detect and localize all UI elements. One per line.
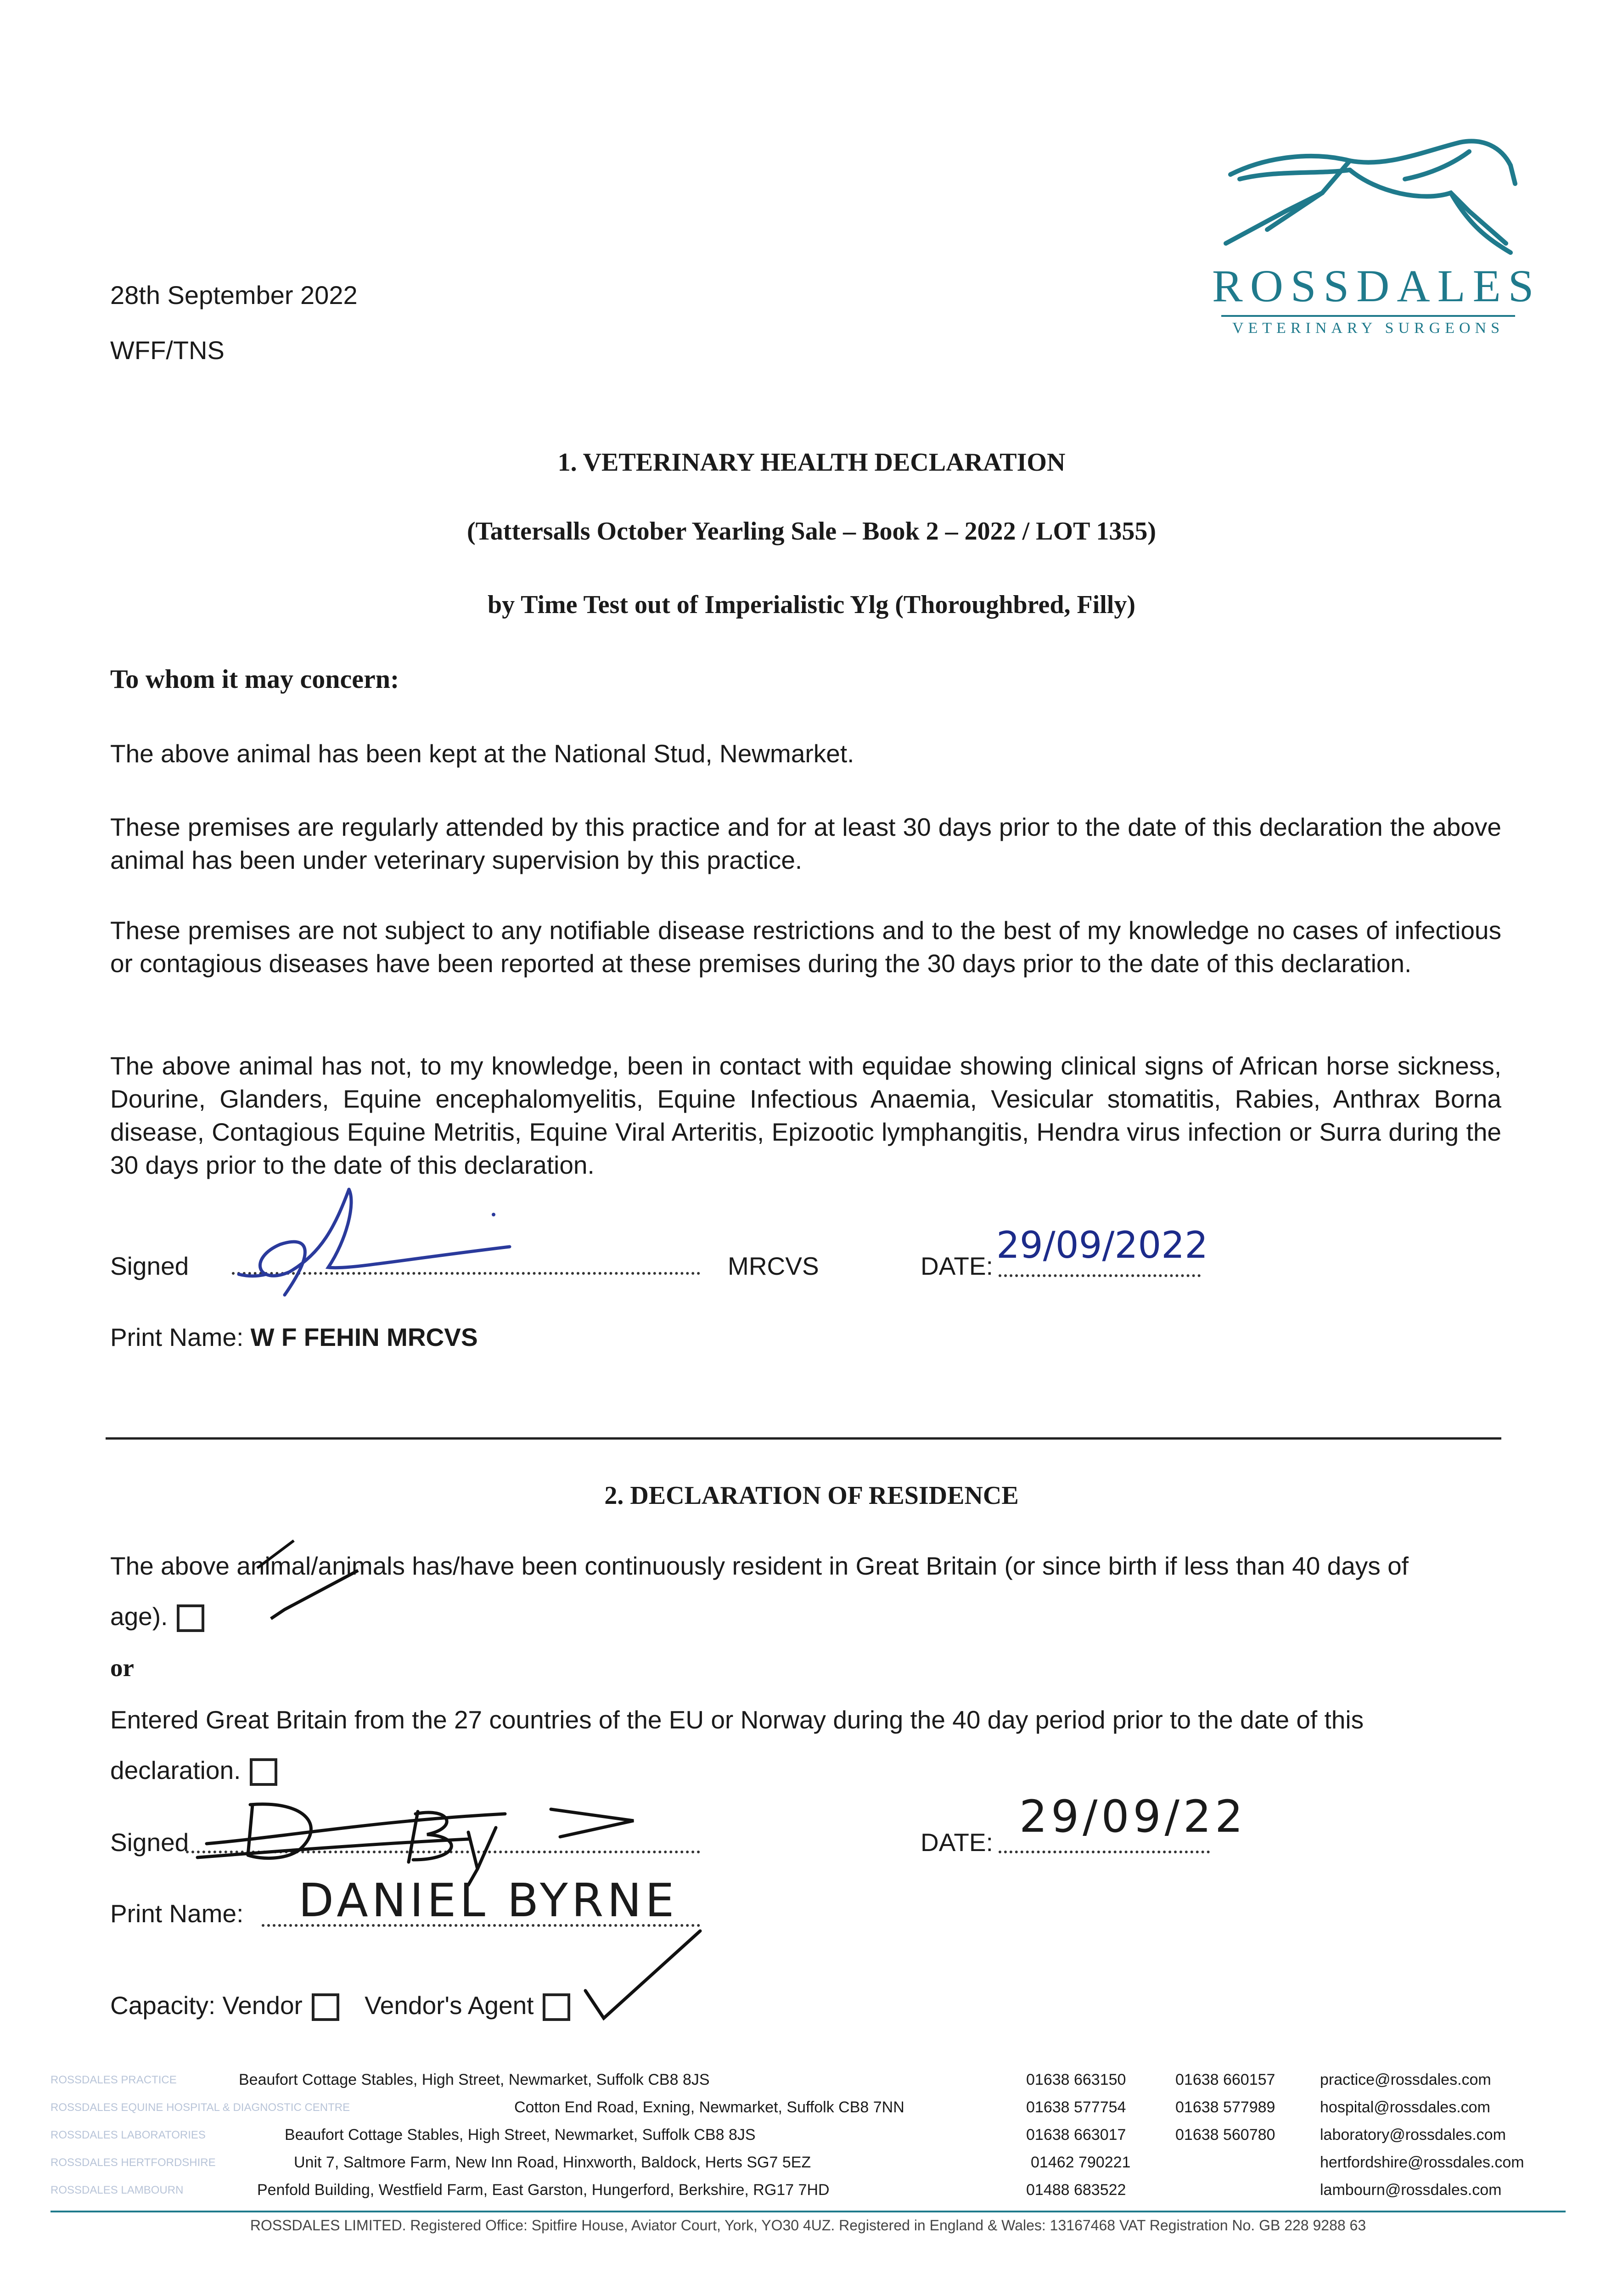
date-label-2: DATE:: [921, 1828, 993, 1857]
date-line-1: [999, 1274, 1201, 1277]
footer-fax: 01638 560780: [1175, 2126, 1275, 2144]
section-divider: [106, 1437, 1501, 1440]
residence-option-2: [110, 1694, 1442, 1795]
registered-office: ROSSDALES LIMITED. Registered Office: Spitfire House, Aviator Court, York, YO30 4UZ. Registered in England & Wales: 13167468 VAT Registration No. GB 228 9288 63: [250, 2217, 1366, 2234]
footer-prefix: ROSSDALES HERTFORDSHIRE: [51, 2156, 216, 2169]
footer-address: Cotton End Road, Exning, Newmarket, Suffolk CB8 7NN: [514, 2099, 904, 2116]
reference-code: WFF/TNS: [110, 336, 225, 365]
footer-row-hospital: [51, 2099, 1566, 2126]
horse-description: by Time Test out of Imperialistic Ylg (Thoroughbred, Filly): [487, 591, 1136, 619]
signed-label-2: Signed: [110, 1828, 189, 1857]
strike-mark-icon: [253, 1534, 372, 1635]
paragraph-kept: The above animal has been kept at the National Stud, Newmarket.: [110, 739, 854, 768]
date-label-1: DATE:: [921, 1252, 993, 1280]
paragraph-attended: These premises are regularly attended by this practice and for at least 30 days prior to the date of this declaration the above animal has been under veterinary supervision by this practice.: [110, 813, 1501, 874]
residence-option-2-text: Entered Great Britain from the 27 countries of the EU or Norway during the 40 day period prior to the date of this declaration.: [110, 1705, 1364, 1784]
logo-tagline: VETERINARY SURGEONS: [1232, 320, 1505, 337]
print-name-label-2: Print Name:: [110, 1899, 244, 1928]
paragraph-contact: The above animal has not, to my knowledge, been in contact with equidae showing clinical signs of African horse sickness, Dourine, Glanders, Equine encephalomyelitis, Equine Infectious Anaemia, Vesicular stomatitis, Rabies, Anthrax Borna disease, Contagious Equine Metritis, Equine Viral Arteritis, Epizootic lymphangitis, Hendra virus infection or Surra during the 30 days prior to the date of this declaration.: [110, 1052, 1501, 1179]
footer-address: Penfold Building, Westfield Farm, East Garston, Hungerford, Berkshire, RG17 7HD: [257, 2181, 830, 2199]
print-name-value-2: DANIEL BYRNE: [298, 1874, 678, 1927]
capacity-row: [110, 1991, 570, 2021]
footer-prefix: ROSSDALES EQUINE HOSPITAL & DIAGNOSTIC CENTRE: [51, 2101, 350, 2114]
signed-label-1: Signed: [110, 1252, 189, 1280]
letter-date: 28th September 2022: [110, 281, 358, 310]
footer-prefix: ROSSDALES PRACTICE: [51, 2074, 177, 2086]
footer-row-practice: [51, 2071, 1566, 2099]
sale-subtitle: (Tattersalls October Yearling Sale – Book 2 – 2022 / LOT 1355): [466, 517, 1157, 546]
salutation: To whom it may concern:: [110, 664, 399, 694]
residence-option-2-checkbox[interactable]: [250, 1758, 277, 1786]
vet-signature-icon: [230, 1176, 514, 1322]
section1-title: 1. VETERINARY HEALTH DECLARATION: [557, 448, 1066, 477]
footer-tel: 01638 663150: [1026, 2071, 1126, 2088]
footer-address: Unit 7, Saltmore Farm, New Inn Road, Hinxworth, Baldock, Herts SG7 5EZ: [294, 2154, 811, 2171]
vendor-agent-checkbox[interactable]: [543, 1993, 570, 2021]
date-line-2: [999, 1851, 1210, 1853]
agent-label: Vendor's Agent: [365, 1991, 534, 2020]
print-name-value-1: W F FEHIN MRCVS: [250, 1323, 478, 1351]
checkmark-icon: [576, 1922, 714, 2037]
residence-option-1-checkbox[interactable]: [177, 1604, 204, 1632]
footer-address: Beaufort Cottage Stables, High Street, Newmarket, Suffolk CB8 8JS: [285, 2126, 756, 2144]
footer-fax: 01638 577989: [1175, 2099, 1275, 2116]
footer-address: Beaufort Cottage Stables, High Street, Newmarket, Suffolk CB8 8JS: [239, 2071, 710, 2088]
footer-tel: 01638 663017: [1026, 2126, 1126, 2144]
date-value-1: 29/09/2022: [996, 1224, 1208, 1266]
print-name-row-1: [110, 1322, 478, 1352]
footer-email[interactable]: hospital@rossdales.com: [1320, 2099, 1490, 2116]
footer-row-hertfordshire: [51, 2154, 1566, 2181]
footer-prefix: ROSSDALES LABORATORIES: [51, 2129, 206, 2141]
residence-option-1-text: The above animal/animals has/have been continuously resident in Great Britain (or since birth if less than 40 days of age).: [110, 1552, 1409, 1631]
footer-tel: 01488 683522: [1026, 2181, 1126, 2199]
capacity-label: Capacity: Vendor: [110, 1991, 303, 2020]
footer-row-lambourn: [51, 2181, 1566, 2209]
footer-email[interactable]: lambourn@rossdales.com: [1320, 2181, 1502, 2199]
horse-logo-icon: [1212, 124, 1524, 262]
or-label: or: [110, 1654, 134, 1682]
logo-name: ROSSDALES: [1212, 260, 1541, 311]
footer-tel: 01462 790221: [1031, 2154, 1131, 2171]
date-value-2: 29/09/22: [1019, 1791, 1247, 1842]
print-name-label-1: Print Name:: [110, 1323, 244, 1351]
section2-title: 2. DECLARATION OF RESIDENCE: [604, 1481, 1019, 1510]
footer-divider: [51, 2211, 1566, 2212]
vendor-signature-icon: [193, 1786, 652, 1887]
footer-email[interactable]: hertfordshire@rossdales.com: [1320, 2154, 1524, 2171]
mrcvs-label: MRCVS: [728, 1252, 819, 1280]
footer-fax: 01638 660157: [1175, 2071, 1275, 2088]
footer-prefix: ROSSDALES LAMBOURN: [51, 2184, 184, 2196]
footer-tel: 01638 577754: [1026, 2099, 1126, 2116]
footer-email[interactable]: practice@rossdales.com: [1320, 2071, 1491, 2088]
footer-email[interactable]: laboratory@rossdales.com: [1320, 2126, 1506, 2144]
logo-divider: [1221, 315, 1515, 317]
footer-row-laboratory: [51, 2126, 1566, 2154]
footer: [51, 2071, 1566, 2234]
rossdales-logo: [1212, 124, 1541, 354]
vendor-checkbox[interactable]: [312, 1993, 339, 2021]
paragraph-restrictions: These premises are not subject to any notifiable disease restrictions and to the best of my knowledge no cases of infectious or contagious diseases have been reported at these premises during the 30 days prior to the date of this declaration.: [110, 916, 1501, 978]
